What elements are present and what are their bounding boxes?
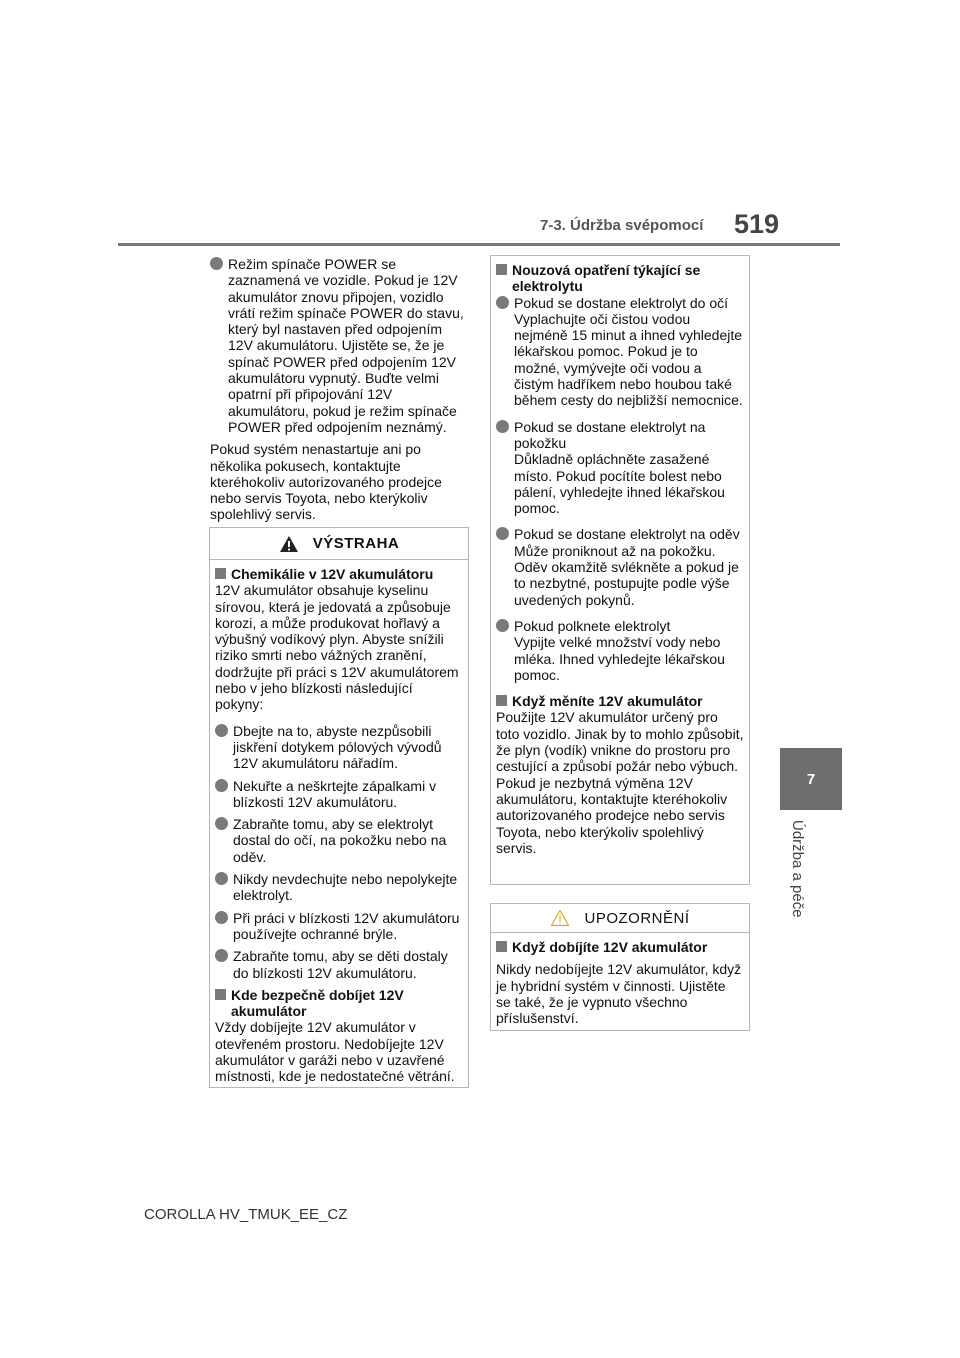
emergency-heading-text: Nouzová opatření týkající se elektrolytu [512,262,701,295]
chapter-title-label: Údržba a péče [789,820,806,918]
caution-triangle-icon [550,909,570,927]
notice-content [491,933,749,1038]
warning-bullet-text: Nekuřte a neškrtejte zápalkami v blízkosti 12V akumulátoru. [233,777,437,810]
chem-heading-text: Chemikálie v 12V akumulátoru [231,566,434,582]
chapter-title-vertical [786,820,810,930]
section-heading: 7-3. Údržba svépomocí [540,217,704,234]
bullet-dot-icon [215,779,229,811]
warning-bullet [215,723,463,772]
page-number: 519 [734,209,780,239]
bullet-dot-icon [496,619,510,683]
electrolyte-emergency-box [490,255,750,885]
bullet-dot-icon [215,872,229,904]
chem-text: 12V akumulátor obsahuje kyselinu sírovou, která je jedovatá a způsobuje korozi, a může produkovat hořlavý a výbušný vodíkový plyn. Abyste snížili riziko smrti nebo vážných zranění, dodržujte při práci s 12V akumulátorem nebo v jeho blízkosti následující pokyny: [215,582,459,713]
warning-content [210,560,468,1097]
bullet-dot-icon [496,527,510,607]
replace-heading [496,693,744,709]
emergency-bullet [496,618,744,683]
service-paragraph: Pokud systém nenastartuje ani po několika pokusech, kontaktujte kteréhokoliv autorizovaného prodejce nebo servis Toyota, nebo kterýkoliv spolehlivý servis. [210,441,442,523]
notice-text: Nikdy nedobíjejte 12V akumulátor, když je hybridní systém v činnosti. Ujistěte se také, že je vypnuto všechno příslušenství. [496,961,742,1027]
bullet-dot-icon [496,420,510,517]
warning-title: VÝSTRAHA [312,535,400,552]
bullet-dot-icon [215,724,229,772]
notice-title: UPOZORNĚNÍ [584,909,690,927]
replace-heading-text: Když měníte 12V akumulátor [512,693,703,710]
warning-bullet-text: Zabraňte tomu, aby se elektrolyt dostal do očí, na pokožku nebo na oděv. [233,816,447,865]
bullet-text: Režim spínače POWER se zaznamená ve vozidle. Pokud je 12V akumulátor znovu připojen, vozidlo vrátí režim spínače POWER do stavu, který byl nastaven před odpojením 12V akumulátoru. Ujistěte se, že je spínač POWER před odpojením 12V akumulátoru vypnutý. Buďte velmi opatrní při připojování 12V akumulátoru, pokud je režim spínače POWER před odpojením neznámý. [228,256,464,435]
bullet-dot-icon [215,911,229,943]
bullet-dot-icon [496,296,510,409]
emergency-heading [496,262,744,295]
bullet-power-mode [210,256,470,435]
warning-title-bar [210,528,468,560]
emergency-content [491,256,749,868]
emergency-bullet-text: Pokud se dostane elektrolyt na oděv Může proniknout až na pokožku. Oděv okamžitě svlékněte a pokud je to nezbytné, postupujte podle výše uvedených pokynů. [514,526,740,608]
bullet-dot-icon [215,949,229,981]
warning-triangle-icon [279,535,299,553]
chem-heading [215,566,463,582]
left-column [210,256,470,529]
warning-bullet-text: Dbejte na to, abyste nezpůsobili jiskření dotykem pólových vývodů 12V akumulátoru nářadím. [233,722,442,772]
emergency-bullet-text: Pokud se dostane elektrolyt na pokožku Důkladně opláchněte zasažené místo. Pokud pocítíte bolest nebo pálení, vyhledejte ihned lékařskou pomoc. [514,418,725,517]
header-divider [118,243,840,246]
chapter-number-tab: 7 [780,748,842,810]
charge-heading [215,987,463,1020]
charge-heading-text: Kde bezpečně dobíjet 12V akumulátor [231,986,404,1020]
footer-model-code: COROLLA HV_TMUK_EE_CZ [144,1206,348,1223]
emergency-bullet-text: Pokud se dostane elektrolyt do očí Vyplachujte oči čistou vodou nejméně 15 minut a ihned vyhledejte lékařskou pomoc. Pokud je to možné, vymývejte oči vodou a čistým hadříkem nebo houbou také během cesty do nejbližší nemocnice. [514,294,743,409]
notice-heading [496,939,744,955]
notice-title-bar [491,904,749,933]
bullet-dot-icon [215,817,229,865]
square-bullet-icon [496,695,508,709]
warning-bullet-text: Zabraňte tomu, aby se děti dostaly do blízkosti 12V akumulátoru. [233,948,448,981]
warning-bullet [215,778,463,811]
square-bullet-icon [215,568,227,582]
warning-bullet [215,816,463,865]
emergency-bullet [496,419,744,517]
emergency-bullet-text: Pokud polknete elektrolyt Vypijte velké množství vody nebo mléka. Ihned vyhledejte lékařskou pomoc. [514,617,725,683]
emergency-bullet [496,526,744,607]
warning-bullet [215,910,463,943]
warning-bullet [215,871,463,904]
notice-heading-text: Když dobíjíte 12V akumulátor [512,939,708,955]
bullet-dot-icon [210,257,224,435]
square-bullet-icon [496,264,508,295]
charge-text: Vždy dobíjejte 12V akumulátor v otevřeném prostoru. Nedobíjejte 12V akumulátor v garáži nebo v uzavřené místnosti, kde je nedostatečné větrání. [215,1019,455,1085]
emergency-bullet [496,295,744,409]
replace-text: Použijte 12V akumulátor určený pro toto vozidlo. Jinak by to mohlo způsobit, že plyn (vodík) vnikne do prostoru pro cestující a způsobí požár nebo výbuch. Pokud je nezbytná výměna 12V akumulátoru, kontaktujte kteréhokoliv autorizovaného prodejce nebo servis Toyota, nebo kterýkoliv spolehlivý servis. [496,709,744,856]
square-bullet-icon [496,941,508,955]
warning-bullet-text: Při práci v blízkosti 12V akumulátoru používejte ochranné brýle. [233,909,460,942]
warning-box [209,527,469,1088]
square-bullet-icon [215,989,227,1020]
notice-box [490,903,750,1031]
warning-bullet [215,948,463,981]
warning-bullet-text: Nikdy nevdechujte nebo nepolykejte elektrolyt. [233,871,458,904]
